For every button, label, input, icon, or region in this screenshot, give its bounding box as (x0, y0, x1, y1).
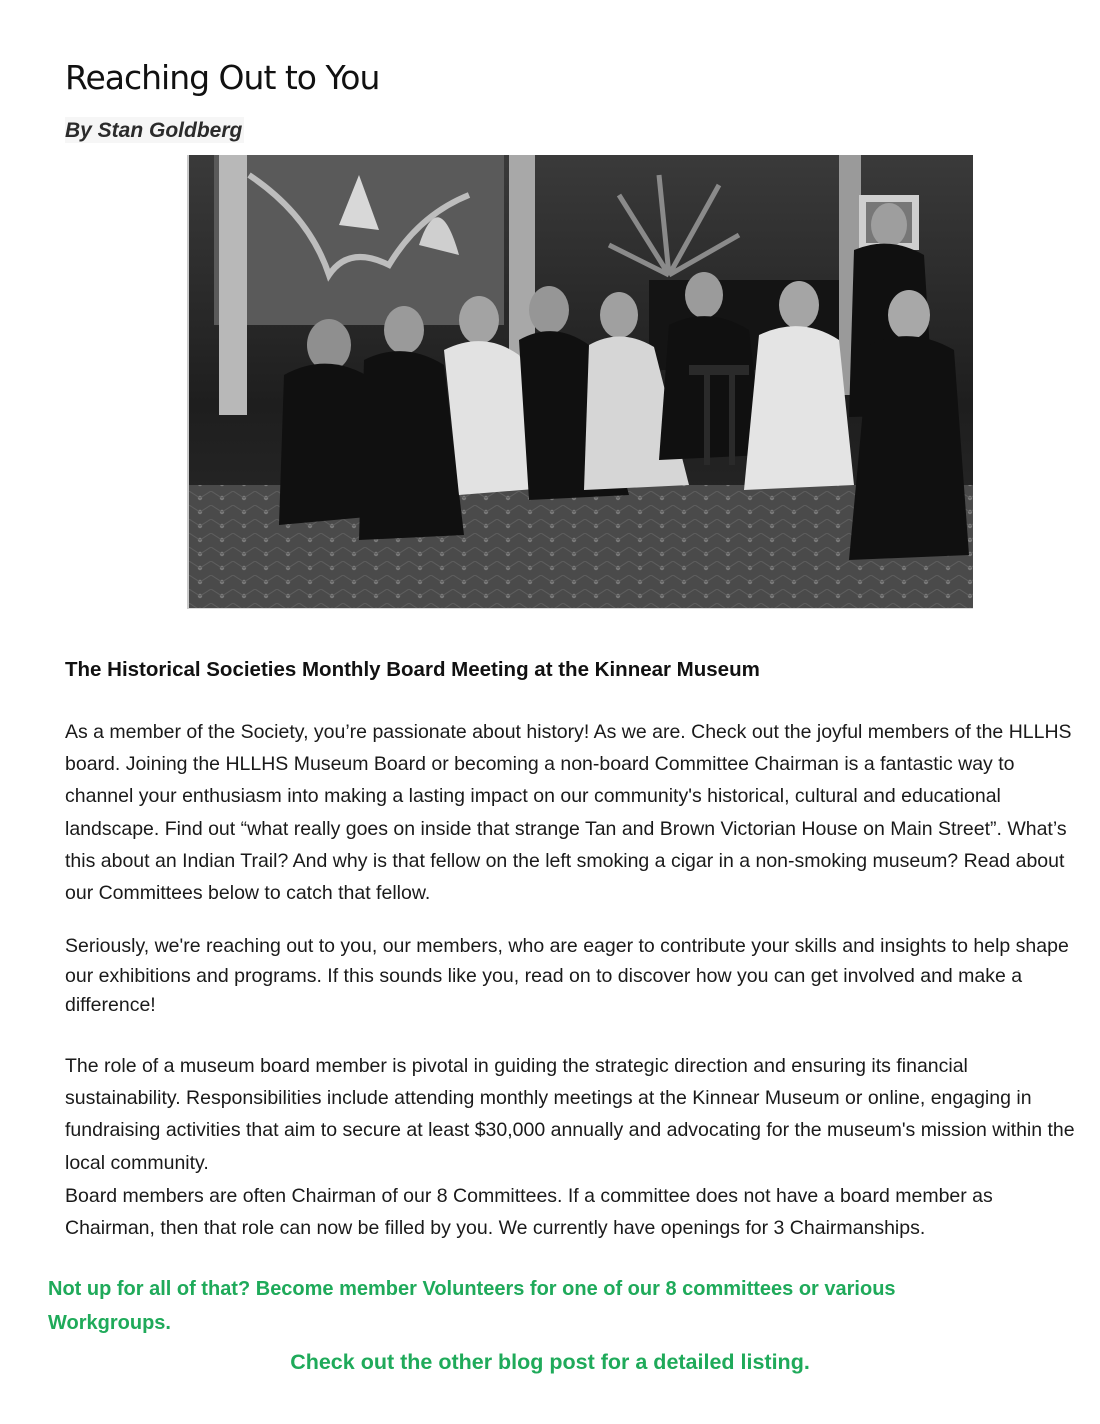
chairman-paragraph: Board members are often Chairman of our 8 Committees. If a committee does not have a board member as Chairman, then that role can now be filled by you. We currently have openings for 3 Chairmanships. (65, 1185, 993, 1240)
section-heading: The Historical Societies Monthly Board Meeting at the Kinnear Museum (65, 658, 760, 681)
intro-paragraph: As a member of the Society, you’re passionate about history! As we are. Check out the joyful members of the HLLHS board. Joining the HLLHS Museum Board or becoming a non-board Committee Chairman is a fantastic way to channel your enthusiasm into making a lasting impact on our community's historical, cultural and educational landscape. Find out “what really goes on inside that strange Tan and Brown Victorian House on Main Street”. What’s this about an Indian Trail? And why is that fellow on the left smoking a cigar in a non-smoking museum? Read about our Committees below to catch that fellow. (65, 721, 1072, 905)
board-meeting-photo (187, 155, 973, 609)
author-byline: By Stan Goldberg (65, 119, 243, 142)
vintage-photo-icon (189, 155, 973, 608)
outreach-paragraph: Seriously, we're reaching out to you, our members, who are eager to contribute your skills and insights to help shape our exhibitions and programs. If this sounds like you, read on to discover how you can get involved and make a difference! (65, 935, 1069, 1016)
board-role-paragraph: The role of a museum board member is pivotal in guiding the strategic direction and ensuring its financial sustainability. Responsibilities include attending monthly meetings at the Kinnear Museum or online, engaging in fundraising activities that aim to secure at least $30,000 annually and advocating for the museum's mission within the local community. (65, 1055, 1075, 1174)
page-title: Reaching Out to You (65, 58, 380, 97)
blog-post-link[interactable]: Check out the other blog post for a detailed listing. (290, 1350, 810, 1374)
volunteer-callout: Not up for all of that? Become member Volunteers for one of our 8 committees or various Workgroups. (48, 1278, 896, 1334)
